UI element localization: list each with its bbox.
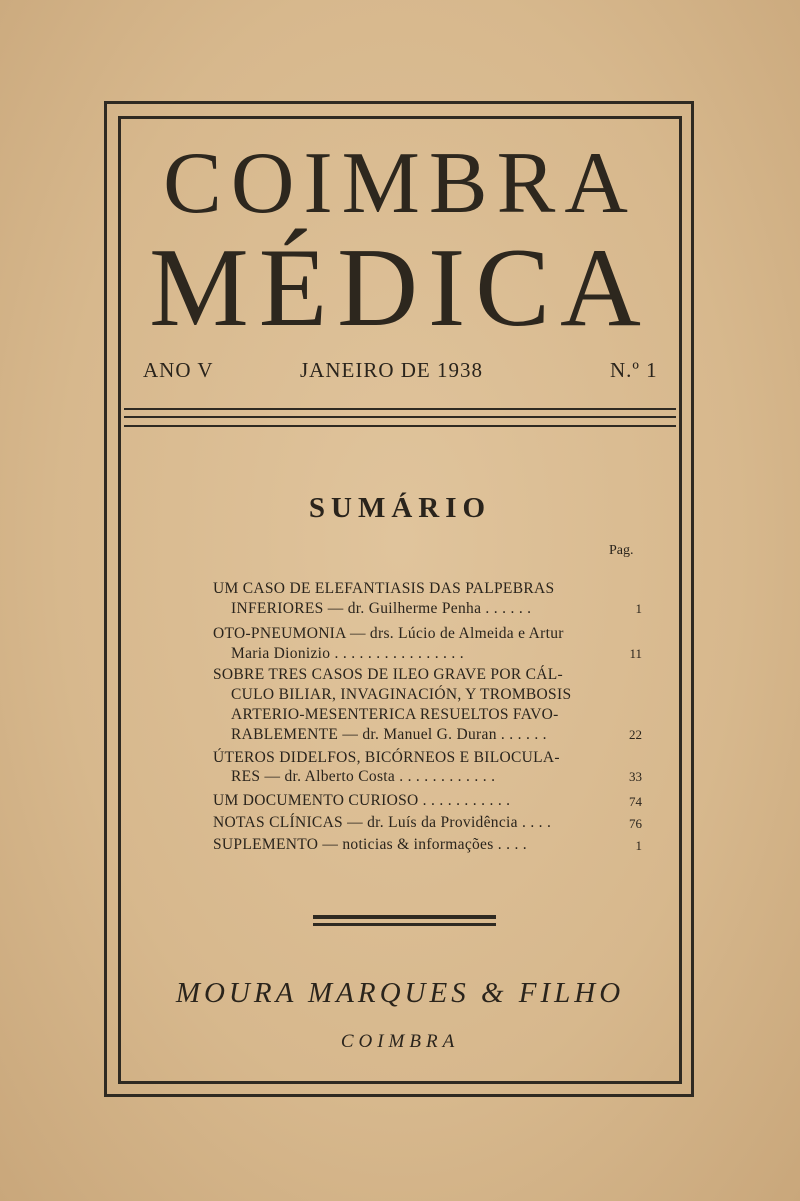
toc-entry-line: NOTAS CLÍNICAS — dr. Luís da Providência . . . . [213,814,552,831]
toc-page-number: 22 [629,727,642,742]
toc-entry-line: CULO BILIAR, INVAGINACIÓN, Y TROMBOSIS [231,686,572,703]
toc-entry-line: ÚTEROS DIDELFOS, BICÓRNEOS E BILOCULA- [213,749,560,766]
ornamental-rule-top [313,915,496,919]
toc-entry-line: RES — dr. Alberto Costa . . . . . . . . . . . . [231,768,496,785]
page-column-label: Pag. [609,543,634,558]
header-divider-bottom [124,425,676,427]
title-line-coimbra: COIMBRA [163,135,637,232]
toc-page-number: 74 [629,794,642,809]
toc-page-number: 33 [629,769,642,784]
title-line-medica: MÉDICA [149,226,651,350]
toc-entry-line: UM CASO DE ELEFANTIASIS DAS PALPEBRAS [213,580,555,597]
toc-entry-line: SUPLEMENTO — noticias & informações . . . . [213,836,527,853]
header-divider-top [124,408,676,410]
toc-entry-line: RABLEMENTE — dr. Manuel G. Duran . . . . . . [231,726,547,743]
toc-entry-line: OTO-PNEUMONIA — drs. Lúcio de Almeida e Artur [213,625,564,642]
issue-number: N.º 1 [610,358,658,382]
volume-label: ANO V [143,358,214,382]
toc-page-number: 1 [635,601,642,616]
publisher-name: MOURA MARQUES & FILHO [175,977,625,1009]
summary-heading: SUMÁRIO [308,492,492,524]
toc-entry-line: INFERIORES — dr. Guilherme Penha . . . . . . [231,600,532,617]
issue-date: JANEIRO DE 1938 [300,358,483,382]
toc-entry-line: SOBRE TRES CASOS DE ILEO GRAVE POR CÁL- [213,666,564,683]
publisher-city: COIMBRA [340,1031,460,1052]
toc-page-number: 1 [635,838,642,853]
ornamental-rule-bottom [313,923,496,926]
toc-entry-line: UM DOCUMENTO CURIOSO . . . . . . . . . . . [213,792,511,809]
toc-entry-line: Maria Dionizio . . . . . . . . . . . . . . . . [231,645,464,662]
toc-entry-line: ARTERIO-MESENTERICA RESUELTOS FAVO- [231,706,559,723]
toc-page-number: 76 [629,816,642,831]
header-divider-middle [124,416,676,418]
toc-page-number: 11 [629,646,642,661]
